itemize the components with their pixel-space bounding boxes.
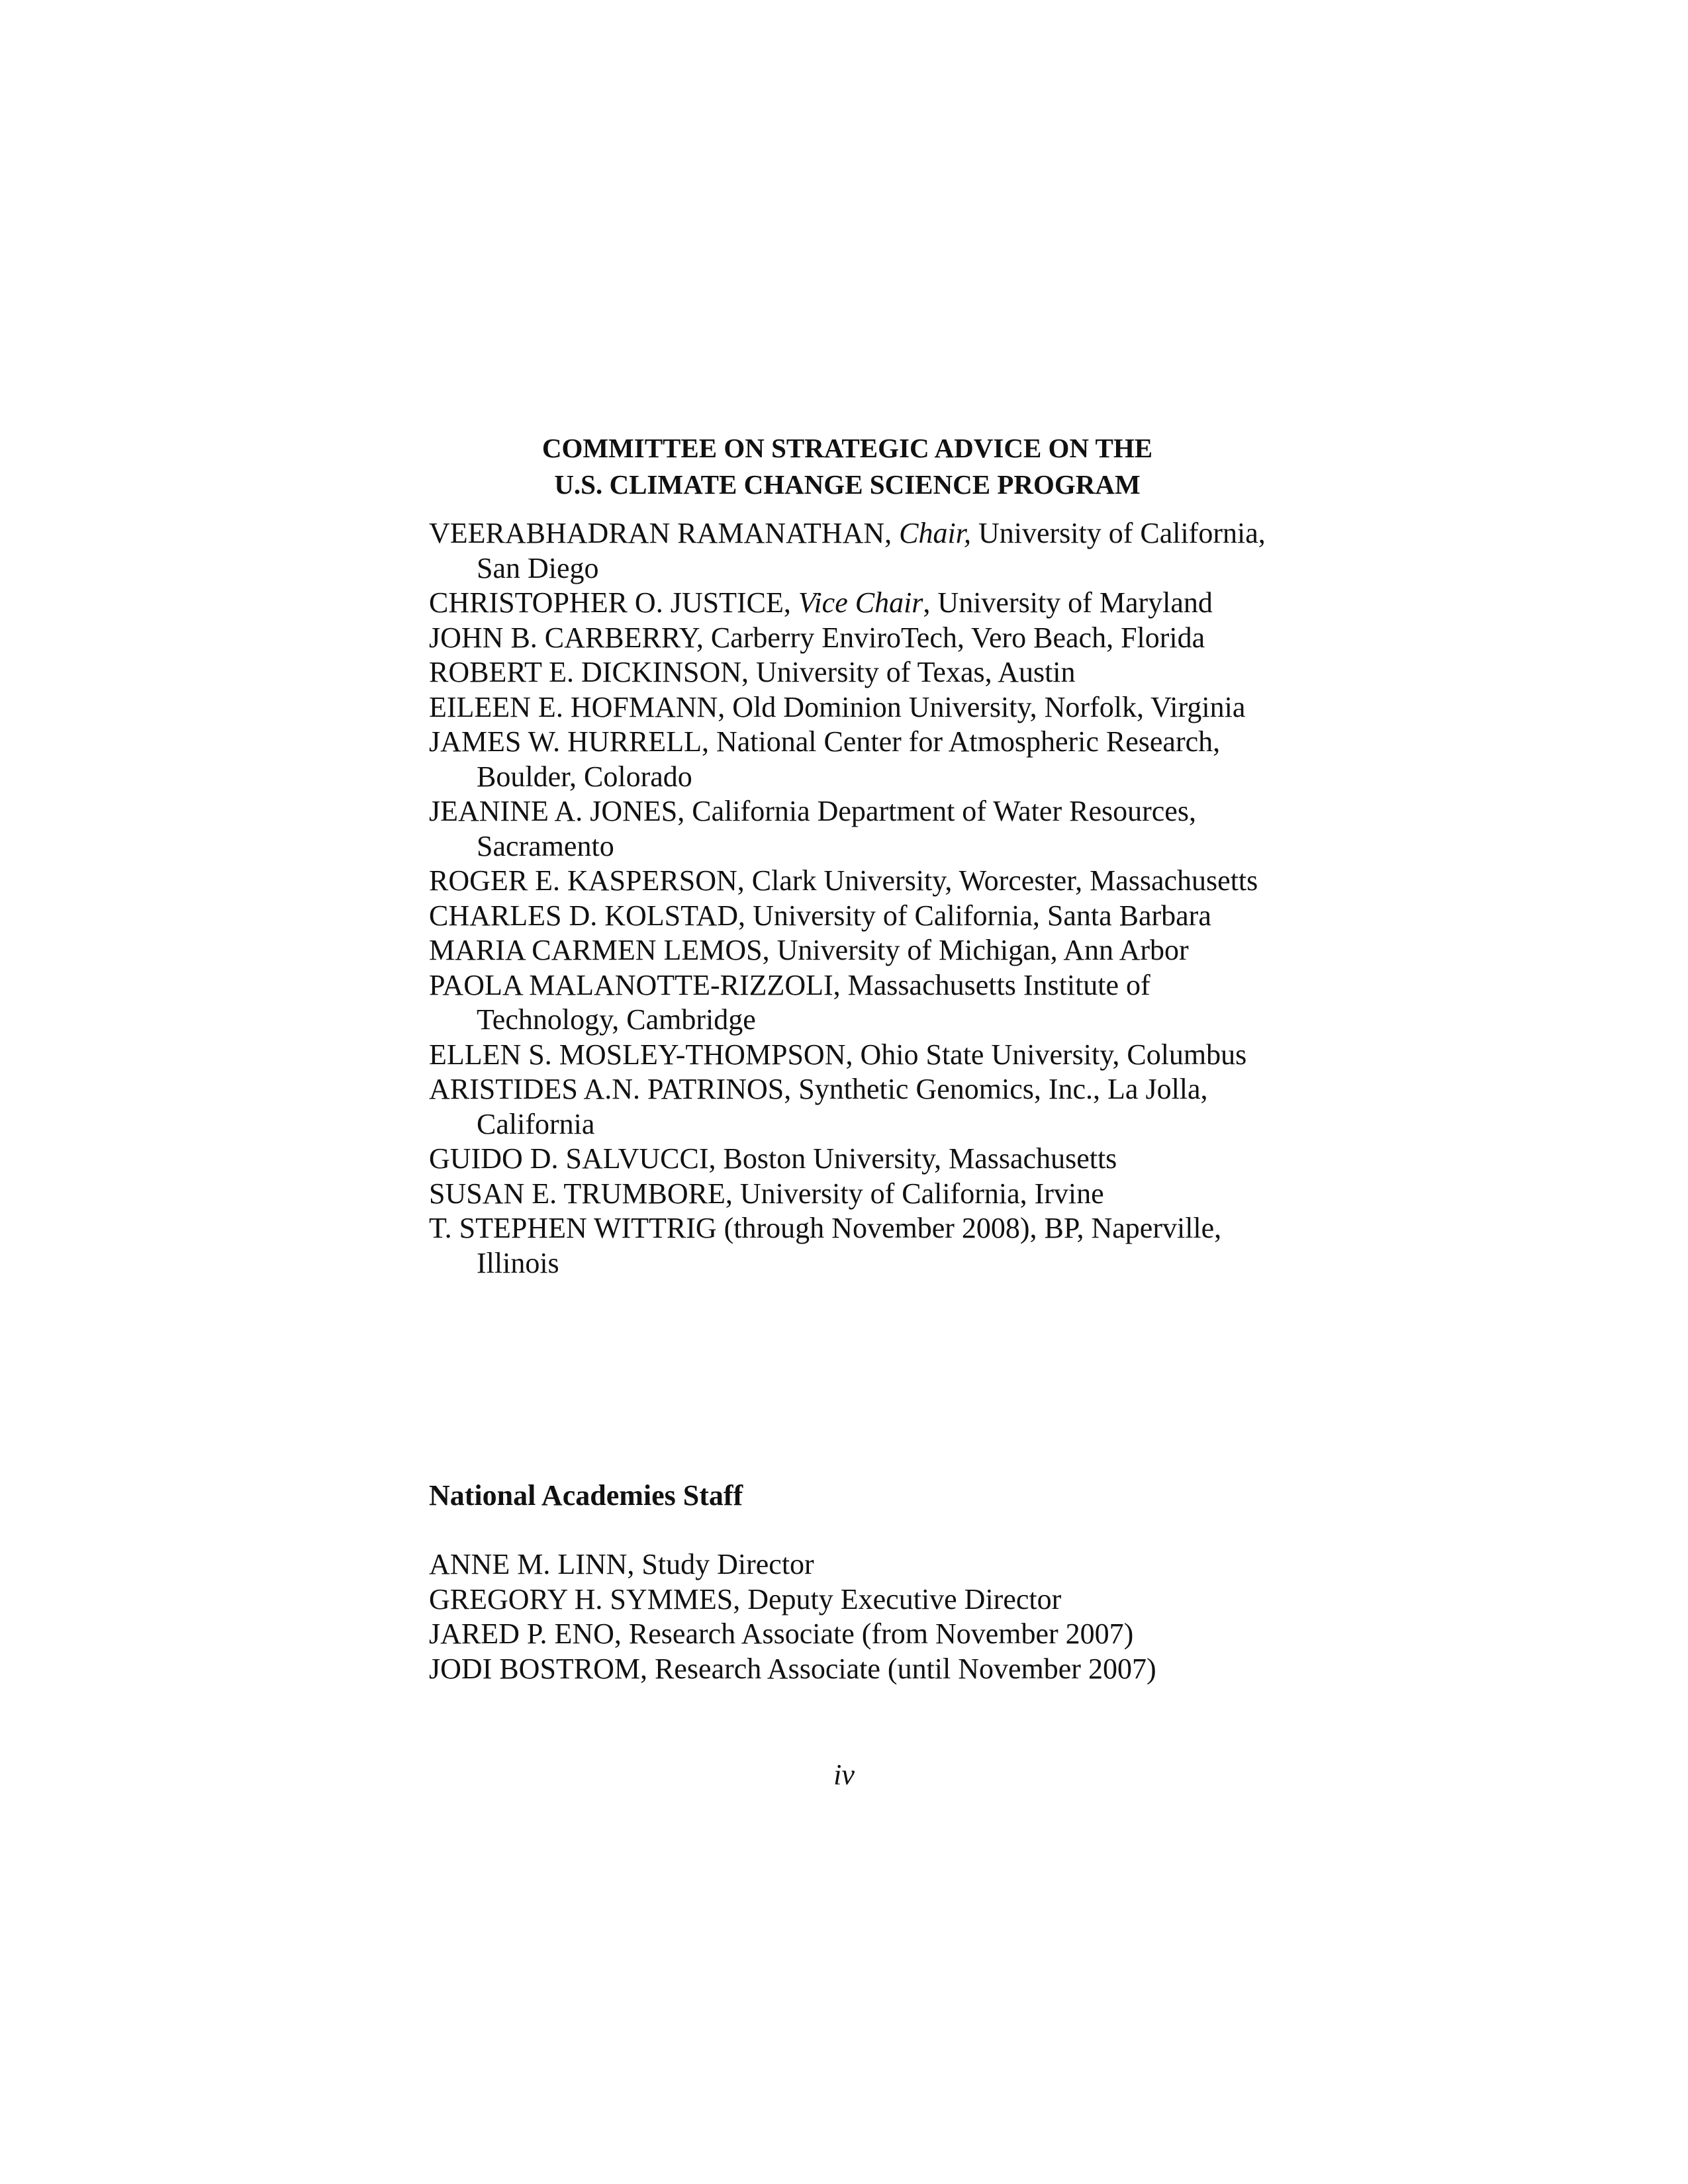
member-name: ARISTIDES A.N. PATRINOS, — [429, 1073, 799, 1105]
staff-entry: JODI BOSTROM, Research Associate (until November 2007) — [429, 1652, 1156, 1685]
member-entry — [429, 690, 1289, 725]
member-affiliation: (through November 2008), BP, Naperville, Illinois — [477, 1212, 1222, 1279]
member-entry — [429, 516, 1289, 586]
heading-line-1: COMMITTEE ON STRATEGIC ADVICE ON THE — [541, 433, 1153, 463]
member-entry — [429, 864, 1289, 899]
member-affiliation: University of Michigan, Ann Arbor — [776, 934, 1189, 966]
member-name: CHRISTOPHER O. JUSTICE, — [429, 586, 798, 619]
member-affiliation: University of California, Santa Barbara — [753, 899, 1211, 932]
member-affiliation: University of Texas, Austin — [756, 656, 1076, 688]
member-entry — [429, 1072, 1289, 1142]
member-entry — [429, 899, 1289, 934]
member-affiliation: Synthetic Genomics, Inc., La Jolla, California — [477, 1073, 1208, 1140]
heading-line-2: U.S. CLIMATE CHANGE SCIENCE PROGRAM — [554, 469, 1141, 500]
member-name: EILEEN E. HOFMANN, — [429, 690, 733, 723]
member-name: JEANINE A. JONES, — [429, 795, 692, 827]
member-name: T. STEPHEN WITTRIG — [429, 1212, 724, 1244]
committee-heading — [424, 430, 1271, 503]
staff-list — [429, 1547, 1289, 1686]
member-entry — [429, 586, 1289, 621]
member-name: JAMES W. HURRELL, — [429, 725, 716, 758]
member-entry — [429, 933, 1289, 968]
staff-heading: National Academies Staff — [429, 1479, 743, 1512]
staff-entry: JARED P. ENO, Research Associate (from November 2007) — [429, 1617, 1134, 1650]
staff-entry: ANNE M. LINN, Study Director — [429, 1548, 814, 1580]
member-name: PAOLA MALANOTTE-RIZZOLI, — [429, 968, 848, 1001]
member-entry — [429, 794, 1289, 864]
member-name: MARIA CARMEN LEMOS, — [429, 934, 777, 966]
committee-member-list — [429, 516, 1289, 1281]
member-role: Vice Chair — [798, 586, 923, 619]
member-affiliation: University of California, Irvine — [739, 1177, 1104, 1210]
member-name: SUSAN E. TRUMBORE, — [429, 1177, 740, 1210]
page-number: iv — [833, 1758, 855, 1791]
member-name: ROGER E. KASPERSON, — [429, 864, 752, 897]
member-affiliation: , University of Maryland — [923, 586, 1213, 619]
member-entry — [429, 1142, 1289, 1177]
member-affiliation: National Center for Atmospheric Research, Boulder, Colorado — [477, 725, 1221, 793]
member-affiliation: Massachusetts Institute of Technology, Cambridge — [477, 968, 1150, 1036]
member-name: JOHN B. CARBERRY, — [429, 621, 711, 654]
member-affiliation: Old Dominion University, Norfolk, Virginia — [732, 690, 1246, 723]
member-name: GUIDO D. SALVUCCI, — [429, 1142, 724, 1175]
member-role: Chair, — [899, 517, 971, 549]
staff-entry: GREGORY H. SYMMES, Deputy Executive Director — [429, 1582, 1062, 1615]
member-affiliation: Carberry EnviroTech, Vero Beach, Florida — [710, 621, 1205, 654]
member-affiliation: University of California, San Diego — [477, 517, 1266, 584]
member-name: ELLEN S. MOSLEY-THOMPSON, — [429, 1038, 861, 1071]
member-name: CHARLES D. KOLSTAD, — [429, 899, 753, 932]
member-affiliation: Clark University, Worcester, Massachusetts — [751, 864, 1258, 897]
member-name: VEERABHADRAN RAMANATHAN, — [429, 517, 900, 549]
member-entry — [429, 725, 1289, 794]
member-affiliation: Ohio State University, Columbus — [860, 1038, 1247, 1071]
member-name: ROBERT E. DICKINSON, — [429, 656, 757, 688]
member-entry — [429, 655, 1289, 690]
member-entry — [429, 968, 1289, 1038]
member-affiliation: California Department of Water Resources, Sacramento — [477, 795, 1196, 862]
member-entry — [429, 1038, 1289, 1073]
member-entry — [429, 1211, 1289, 1281]
member-entry — [429, 621, 1289, 656]
member-affiliation: Boston University, Massachusetts — [723, 1142, 1117, 1175]
member-entry — [429, 1177, 1289, 1212]
